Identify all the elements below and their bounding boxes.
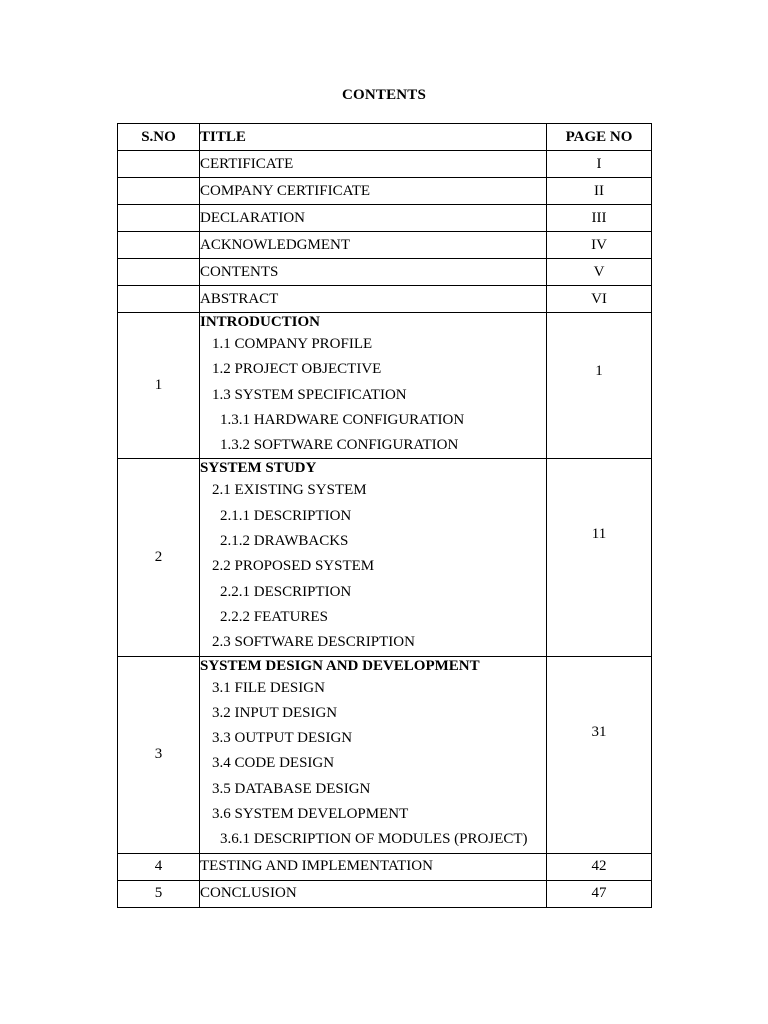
chapter-page-no: 11 <box>547 459 652 656</box>
entry-title: TESTING AND IMPLEMENTATION <box>200 853 547 880</box>
entry-page-no: 42 <box>547 853 652 880</box>
front-matter-row <box>118 259 652 286</box>
entry-title: COMPANY CERTIFICATE <box>200 178 547 205</box>
section-item: 2.1 EXISTING SYSTEM <box>212 482 367 499</box>
subsection-item: 2.2.1 DESCRIPTION <box>220 583 352 600</box>
chapter-title: SYSTEM DESIGN AND DEVELOPMENT <box>200 657 480 674</box>
chapter-row <box>118 313 652 459</box>
entry-sno: 5 <box>118 880 200 907</box>
entry-page-no: I <box>547 151 652 178</box>
entry-title: ACKNOWLEDGMENT <box>200 232 547 259</box>
entry-title: ABSTRACT <box>200 286 547 313</box>
chapter-row <box>118 459 652 656</box>
entry-page-no: III <box>547 205 652 232</box>
back-matter-row <box>118 853 652 880</box>
entry-sno <box>118 205 200 232</box>
section-item: 3.1 FILE DESIGN <box>212 679 325 696</box>
entry-title: CERTIFICATE <box>200 151 547 178</box>
section-item: 3.5 DATABASE DESIGN <box>212 780 371 797</box>
subsection-item: 2.1.2 DRAWBACKS <box>220 533 349 550</box>
entry-title: CONCLUSION <box>200 880 547 907</box>
chapter-sno: 3 <box>118 656 200 853</box>
subsection-item: 1.3.2 SOFTWARE CONFIGURATION <box>220 437 459 454</box>
chapter-title: SYSTEM STUDY <box>200 460 317 477</box>
subsection-item: 2.1.1 DESCRIPTION <box>220 507 352 524</box>
chapter-title-cell <box>200 656 547 853</box>
subsection-item: 3.6.1 DESCRIPTION OF MODULES (PROJECT) <box>220 831 528 848</box>
entry-page-no: VI <box>547 286 652 313</box>
front-matter-row <box>118 151 652 178</box>
front-matter-row <box>118 286 652 313</box>
entry-sno <box>118 151 200 178</box>
subsection-item: 1.3.1 HARDWARE CONFIGURATION <box>220 411 465 428</box>
header-page-no: PAGE NO <box>547 124 652 151</box>
entry-sno: 4 <box>118 853 200 880</box>
entry-page-no: 47 <box>547 880 652 907</box>
subsection-item: 2.2.2 FEATURES <box>220 608 328 625</box>
section-item: 3.3 OUTPUT DESIGN <box>212 730 353 747</box>
entry-sno <box>118 286 200 313</box>
entry-title: CONTENTS <box>200 259 547 286</box>
contents-table <box>117 123 652 908</box>
section-item: 1.1 COMPANY PROFILE <box>212 336 373 352</box>
front-matter-row <box>118 205 652 232</box>
back-matter-row <box>118 880 652 907</box>
section-item: 3.4 CODE DESIGN <box>212 755 335 772</box>
chapter-title: INTRODUCTION <box>200 314 321 330</box>
section-item: 3.6 SYSTEM DEVELOPMENT <box>212 806 409 823</box>
table-header-row <box>118 124 652 151</box>
page-title: CONTENTS <box>341 87 427 103</box>
chapter-title-cell <box>200 313 547 459</box>
entry-page-no: V <box>547 259 652 286</box>
entry-title: DECLARATION <box>200 205 547 232</box>
chapter-page-no: 1 <box>547 313 652 459</box>
chapter-title-cell <box>200 459 547 656</box>
header-sno: S.NO <box>118 124 200 151</box>
chapter-sno: 1 <box>118 313 200 459</box>
section-item: 2.3 SOFTWARE DESCRIPTION <box>212 634 415 651</box>
entry-page-no: II <box>547 178 652 205</box>
entry-sno <box>118 232 200 259</box>
front-matter-row <box>118 178 652 205</box>
chapter-sno: 2 <box>118 459 200 656</box>
chapter-page-no: 31 <box>547 656 652 853</box>
chapter-row <box>118 656 652 853</box>
section-item: 1.2 PROJECT OBJECTIVE <box>212 361 382 378</box>
section-item: 1.3 SYSTEM SPECIFICATION <box>212 386 407 403</box>
contents-table-body <box>118 151 652 908</box>
front-matter-row <box>118 232 652 259</box>
entry-sno <box>118 259 200 286</box>
header-title: TITLE <box>200 124 547 151</box>
section-item: 2.2 PROPOSED SYSTEM <box>212 558 375 575</box>
entry-page-no: IV <box>547 232 652 259</box>
section-item: 3.2 INPUT DESIGN <box>212 704 338 721</box>
entry-sno <box>118 178 200 205</box>
